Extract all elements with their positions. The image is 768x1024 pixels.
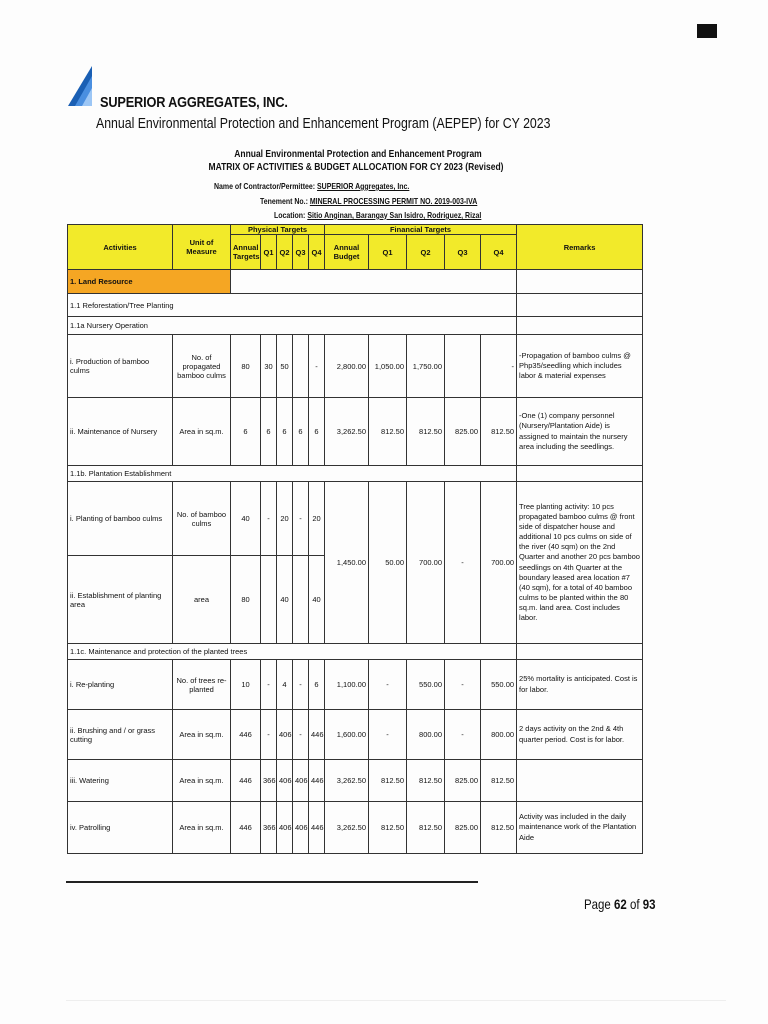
page-total: 93 xyxy=(642,896,656,912)
col-header-financial: Financial Targets xyxy=(325,225,517,235)
q4-cell: 6 xyxy=(309,660,325,710)
fq4-cell: 812.50 xyxy=(481,398,517,466)
q2-cell: 40 xyxy=(277,556,293,644)
q3-cell: - xyxy=(293,710,309,760)
q1-cell xyxy=(261,556,277,644)
table-row xyxy=(68,482,643,556)
q3-cell: - xyxy=(293,660,309,710)
subsection-row xyxy=(68,294,643,317)
fq3-cell: - xyxy=(445,710,481,760)
q3-cell: 6 xyxy=(293,398,309,466)
activity-cell: iv. Patrolling xyxy=(68,802,173,854)
col-header-annual-targets: Annual Targets xyxy=(231,235,261,270)
fq2-cell: 812.50 xyxy=(407,802,445,854)
fq3-cell xyxy=(445,335,481,398)
activities-matrix-table xyxy=(67,224,643,854)
budget-cell: 1,450.00 xyxy=(325,482,369,644)
col-header-q2: Q2 xyxy=(277,235,293,270)
subsection-label: 1.1 Reforestation/Tree Planting xyxy=(68,294,517,317)
remarks-cell: 2 days activity on the 2nd & 4th quarter period. Cost is for labor. xyxy=(517,710,643,760)
q1-cell: 6 xyxy=(261,398,277,466)
unit-cell: area xyxy=(173,556,231,644)
annual-target-cell: 40 xyxy=(231,482,261,556)
tenement-label: Tenement No.: xyxy=(260,196,308,206)
fq3-cell: 825.00 xyxy=(445,760,481,802)
unit-cell: No. of trees re-planted xyxy=(173,660,231,710)
col-header-unit: Unit of Measure xyxy=(173,225,231,270)
table-row xyxy=(68,660,643,710)
q2-cell: 4 xyxy=(277,660,293,710)
q4-cell: 20 xyxy=(309,482,325,556)
location-value: Sitio Anginan, Barangay San Isidro, Rodriguez, Rizal xyxy=(307,210,482,220)
col-header-fq3: Q3 xyxy=(445,235,481,270)
activity-cell: i. Re-planting xyxy=(68,660,173,710)
annual-target-cell: 446 xyxy=(231,760,261,802)
fq2-cell: 1,750.00 xyxy=(407,335,445,398)
activity-cell: i. Planting of bamboo culms xyxy=(68,482,173,556)
budget-cell: 1,600.00 xyxy=(325,710,369,760)
fq1-cell: 50.00 xyxy=(369,482,407,644)
col-header-activities: Activities xyxy=(68,225,173,270)
q2-cell: 20 xyxy=(277,482,293,556)
table-row xyxy=(68,802,643,854)
company-logo-icon xyxy=(66,62,96,108)
remarks-cell: Activity was included in the daily maintenance work of the Plantation Aide xyxy=(517,802,643,854)
unit-cell: Area in sq.m. xyxy=(173,710,231,760)
fq1-cell: 812.50 xyxy=(369,398,407,466)
col-header-q4: Q4 xyxy=(309,235,325,270)
table-row xyxy=(68,760,643,802)
remarks-cell: -One (1) company personnel (Nursery/Plantation Aide) is assigned to maintain the nursery area including the seedlings. xyxy=(517,398,643,466)
fq1-cell: - xyxy=(369,710,407,760)
col-header-fq4: Q4 xyxy=(481,235,517,270)
contractor-line xyxy=(214,181,409,191)
fq1-cell: 812.50 xyxy=(369,760,407,802)
budget-cell: 1,100.00 xyxy=(325,660,369,710)
activity-cell: ii. Maintenance of Nursery xyxy=(68,398,173,466)
unit-cell: Area in sq.m. xyxy=(173,760,231,802)
fq2-cell: 812.50 xyxy=(407,760,445,802)
page-current: 62 xyxy=(614,896,627,912)
q1-cell: 366 xyxy=(261,760,277,802)
fq2-cell: 800.00 xyxy=(407,710,445,760)
tenement-value: MINERAL PROCESSING PERMIT NO. 2019-003-IVA xyxy=(309,196,478,206)
contractor-value: SUPERIOR Aggregates, Inc. xyxy=(317,181,410,191)
program-line: Annual Environmental Protection and Enhancement Program (AEPEP) for CY 2023 xyxy=(96,115,551,132)
fq3-cell: - xyxy=(445,482,481,644)
col-header-q3: Q3 xyxy=(293,235,309,270)
q2-cell: 6 xyxy=(277,398,293,466)
q1-cell: - xyxy=(261,710,277,760)
q4-cell: 40 xyxy=(309,556,325,644)
q1-cell: - xyxy=(261,660,277,710)
annual-target-cell: 6 xyxy=(231,398,261,466)
fq2-cell: 812.50 xyxy=(407,398,445,466)
fq3-cell: - xyxy=(445,660,481,710)
q3-cell xyxy=(293,335,309,398)
remarks-cell: 25% mortality is anticipated. Cost is for labor. xyxy=(517,660,643,710)
fq1-cell: 1,050.00 xyxy=(369,335,407,398)
unit-cell: No. of propagated bamboo culms xyxy=(173,335,231,398)
subsection-row xyxy=(68,644,643,660)
budget-cell: 2,800.00 xyxy=(325,335,369,398)
corner-mark xyxy=(697,24,717,38)
activity-cell: iii. Watering xyxy=(68,760,173,802)
q2-cell: 50 xyxy=(277,335,293,398)
fq4-cell: - xyxy=(481,335,517,398)
q4-cell: 446 xyxy=(309,760,325,802)
q3-cell: 406 xyxy=(293,760,309,802)
budget-cell: 3,262.50 xyxy=(325,802,369,854)
fq4-cell: 812.50 xyxy=(481,760,517,802)
tenement-line xyxy=(260,196,477,206)
col-header-q1: Q1 xyxy=(261,235,277,270)
title-line1: Annual Environmental Protection and Enhancement Program xyxy=(234,149,482,160)
fq2-cell: 700.00 xyxy=(407,482,445,644)
page-prefix: Page xyxy=(584,896,611,912)
bottom-edge xyxy=(66,1000,726,1001)
annual-target-cell: 446 xyxy=(231,710,261,760)
col-header-annual-budget: Annual Budget xyxy=(325,235,369,270)
subsection-row xyxy=(68,466,643,482)
subsection-label: 1.1c. Maintenance and protection of the planted trees xyxy=(68,644,517,660)
q4-cell: 6 xyxy=(309,398,325,466)
company-name: SUPERIOR AGGREGATES, INC. xyxy=(100,94,288,111)
q1-cell: 30 xyxy=(261,335,277,398)
section-row xyxy=(68,270,643,294)
location-label: Location: xyxy=(274,210,306,220)
page-number xyxy=(584,896,656,912)
fq2-cell: 550.00 xyxy=(407,660,445,710)
q2-cell: 406 xyxy=(277,710,293,760)
table-row xyxy=(68,710,643,760)
unit-cell: Area in sq.m. xyxy=(173,802,231,854)
table-row xyxy=(68,335,643,398)
fq1-cell: 812.50 xyxy=(369,802,407,854)
fq3-cell: 825.00 xyxy=(445,802,481,854)
q4-cell: 446 xyxy=(309,710,325,760)
fq1-cell: - xyxy=(369,660,407,710)
q2-cell: 406 xyxy=(277,760,293,802)
remarks-cell xyxy=(517,760,643,802)
q4-cell: 446 xyxy=(309,802,325,854)
q1-cell: - xyxy=(261,482,277,556)
unit-cell: Area in sq.m. xyxy=(173,398,231,466)
remarks-cell: Tree planting activity: 10 pcs propagated bamboo culms @ front side of dispatcher house and additional 10 pcs culms on side of the river (40 sqm) on the 2nd Quarter and another 20 pcs bamboo seedlings on 4th Quarter at the boundary leased area location #7 (40 sqm), for a total of 40 bamboo culms to be planted within the 80 sq.m. land area. Cost includes labor. xyxy=(517,482,643,644)
subsection-label: 1.1a Nursery Operation xyxy=(68,317,517,335)
activity-cell: ii. Establishment of planting area xyxy=(68,556,173,644)
annual-target-cell: 10 xyxy=(231,660,261,710)
annual-target-cell: 446 xyxy=(231,802,261,854)
q4-cell: - xyxy=(309,335,325,398)
fq4-cell: 700.00 xyxy=(481,482,517,644)
table-row xyxy=(68,398,643,466)
annual-target-cell: 80 xyxy=(231,556,261,644)
fq3-cell: 825.00 xyxy=(445,398,481,466)
section-label: 1. Land Resource xyxy=(68,270,231,294)
page-of: of xyxy=(629,896,640,912)
q1-cell: 366 xyxy=(261,802,277,854)
activity-cell: i. Production of bamboo culms xyxy=(68,335,173,398)
col-header-remarks: Remarks xyxy=(517,225,643,270)
unit-cell: No. of bamboo culms xyxy=(173,482,231,556)
fq4-cell: 800.00 xyxy=(481,710,517,760)
subsection-label: 1.1b. Plantation Establishment xyxy=(68,466,517,482)
q3-cell: - xyxy=(293,482,309,556)
remarks-cell: -Propagation of bamboo culms @ Php35/seedling which includes labor & material expenses xyxy=(517,335,643,398)
q2-cell: 406 xyxy=(277,802,293,854)
activity-cell: ii. Brushing and / or grass cutting xyxy=(68,710,173,760)
contractor-label: Name of Contractor/Permittee: xyxy=(214,181,316,191)
title-line2: MATRIX OF ACTIVITIES & BUDGET ALLOCATION FOR CY 2023 (Revised) xyxy=(208,162,504,173)
budget-cell: 3,262.50 xyxy=(325,398,369,466)
q3-cell: 406 xyxy=(293,802,309,854)
footer-rule xyxy=(66,881,478,883)
col-header-fq2: Q2 xyxy=(407,235,445,270)
budget-cell: 3,262.50 xyxy=(325,760,369,802)
location-line xyxy=(274,210,481,220)
col-header-fq1: Q1 xyxy=(369,235,407,270)
col-header-physical: Physical Targets xyxy=(231,225,325,235)
subsection-row xyxy=(68,317,643,335)
fq4-cell: 550.00 xyxy=(481,660,517,710)
q3-cell xyxy=(293,556,309,644)
fq4-cell: 812.50 xyxy=(481,802,517,854)
annual-target-cell: 80 xyxy=(231,335,261,398)
